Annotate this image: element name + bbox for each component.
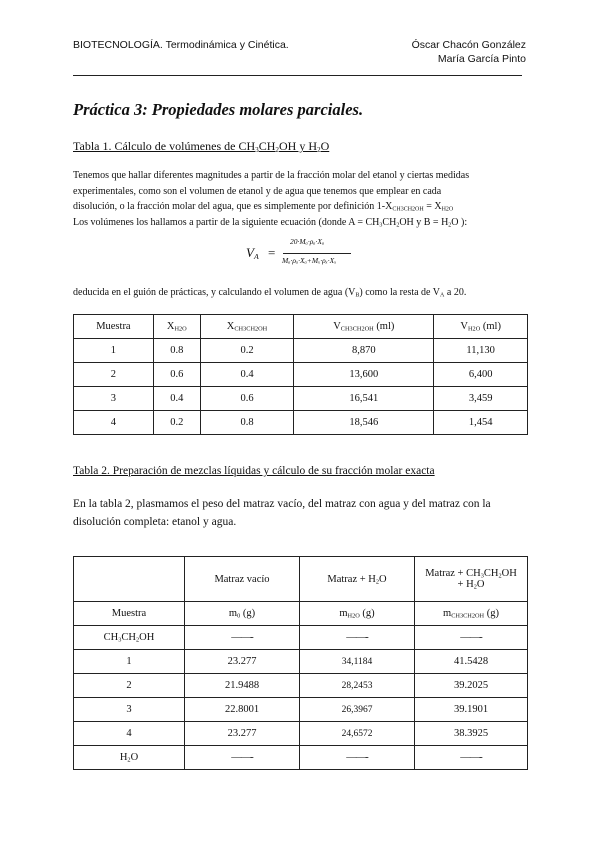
- table-cell: 8,870: [294, 339, 434, 363]
- table-cell: ——-: [415, 746, 528, 770]
- table-cell: 24,6572: [300, 722, 415, 746]
- header-rule: [73, 75, 522, 76]
- table-row: [74, 339, 528, 363]
- table1-header-cell: Muestra: [74, 315, 154, 339]
- table-cell: $m_{H2O}$ (g): [300, 602, 415, 626]
- table-cell: 6,400: [434, 363, 528, 387]
- formula-denominator: Mₐ·ρₐ·Xₐ+Mₓ·ρₓ·Xₓ: [282, 256, 337, 265]
- table-cell: 1: [74, 339, 154, 363]
- table-cell: 3: [74, 387, 154, 411]
- table-cell: ——-: [300, 746, 415, 770]
- table1-header-cell: $X_{H2O}$: [153, 315, 200, 339]
- table2-header-cell: Matraz + $CH_3CH_2OH$ + $H_2O$: [415, 557, 528, 602]
- table-cell: 26,3967: [300, 698, 415, 722]
- table-cell: 2: [74, 674, 185, 698]
- table-cell: 1: [74, 650, 185, 674]
- table2-header-cell: [74, 557, 185, 602]
- table-cell: $H_2O$: [74, 746, 185, 770]
- table-cell: 41.5428: [415, 650, 528, 674]
- formula-fraction-bar: [283, 253, 351, 254]
- table-cell: 4: [74, 722, 185, 746]
- table-cell: 2: [74, 363, 154, 387]
- table-cell: 4: [74, 411, 154, 435]
- table2: [73, 556, 528, 770]
- table2-heading: Tabla 2. Preparación de mezclas líquidas y cálculo de su fracción molar exacta: [73, 465, 435, 477]
- deduction-paragraph: deducida en el guión de prácticas, y calculando el volumen de agua $(V_B)$ como la resta de $V_A$ a 20.: [73, 287, 467, 299]
- formula-lhs: $V_A$: [246, 245, 259, 261]
- table1-heading: Tabla 1. Cálculo de volúmenes de $CH_3CH_2OH$ y $H_2O$: [73, 139, 330, 154]
- volume-formula: [246, 236, 356, 276]
- formula-numerator: 20·Mₐ·ρₐ·Xₐ: [290, 237, 325, 246]
- table-cell: ——-: [185, 626, 300, 650]
- page-title: Práctica 3: Propiedades molares parciales.: [73, 100, 364, 119]
- table-cell: 13,600: [294, 363, 434, 387]
- table-cell: 11,130: [434, 339, 528, 363]
- table-row: [74, 626, 528, 650]
- table-cell: 16,541: [294, 387, 434, 411]
- table-cell: Muestra: [74, 602, 185, 626]
- table-cell: 38.3925: [415, 722, 528, 746]
- table-cell: 3: [74, 698, 185, 722]
- table1: [73, 314, 528, 435]
- table-cell: 34,1184: [300, 650, 415, 674]
- table-cell: 3,459: [434, 387, 528, 411]
- table-cell: 0.8: [153, 339, 200, 363]
- table-cell: ——-: [415, 626, 528, 650]
- table1-header-row: [74, 315, 528, 339]
- table-cell: ——-: [300, 626, 415, 650]
- table2-header-cell: Matraz + $H_2O$: [300, 557, 415, 602]
- table-row: [74, 674, 528, 698]
- table-row: [74, 363, 528, 387]
- header-author-1: Óscar Chacón González: [411, 39, 526, 51]
- table2-units-row: [74, 602, 528, 626]
- table2-header-cell: Matraz vacío: [185, 557, 300, 602]
- header-course: BIOTECNOLOGÍA. Termodinámica y Cinética.: [73, 39, 289, 51]
- table1-header-cell: $X_{CH3CH2OH}$: [200, 315, 293, 339]
- table-row: [74, 746, 528, 770]
- header-author-2: María García Pinto: [437, 53, 526, 65]
- table-cell: ——-: [185, 746, 300, 770]
- table-cell: 18,546: [294, 411, 434, 435]
- table-cell: $CH_3CH_2OH$: [74, 626, 185, 650]
- table-cell: 0.6: [153, 363, 200, 387]
- table-cell: 0.8: [200, 411, 293, 435]
- table-cell: 0.2: [200, 339, 293, 363]
- table-row: [74, 650, 528, 674]
- table-cell: 23.277: [185, 722, 300, 746]
- formula-equals: =: [268, 245, 276, 260]
- table-row: [74, 698, 528, 722]
- table-row: [74, 387, 528, 411]
- table-cell: 0.4: [153, 387, 200, 411]
- table-cell: 39.2025: [415, 674, 528, 698]
- table-cell: 0.6: [200, 387, 293, 411]
- table2-header-row: [74, 557, 528, 602]
- table-cell: 28,2453: [300, 674, 415, 698]
- table-cell: 21.9488: [185, 674, 300, 698]
- table-cell: 0.2: [153, 411, 200, 435]
- table2-paragraph: En la tabla 2, plasmamos el peso del matraz vacío, del matraz con agua y del matraz con la disolución completa: etanol y agua.: [73, 498, 491, 528]
- table-cell: 39.1901: [415, 698, 528, 722]
- intro-paragraph: Tenemos que hallar diferentes magnitudes a partir de la fracción molar del etanol y ciertas medidas experimentales, como son el volumen de etanol y de agua que tenemos que emplear en cada disolución, o la fracción molar del agua, que es simplemente por definición $1-X_{CH3CH2OH} = X_{H2O}$ Los volúmenes los hallamos a partir de la siguiente ecuación (donde $A = CH_3CH_2OH$ y $B = H_2O$ ):: [73, 170, 470, 228]
- table-cell: 1,454: [434, 411, 528, 435]
- table1-header-cell: $V_{H2O}$ (ml): [434, 315, 528, 339]
- table-row: [74, 722, 528, 746]
- table-cell: $m_{CH3CH2OH}$ (g): [415, 602, 528, 626]
- table-cell: 22.8001: [185, 698, 300, 722]
- table-cell: 0.4: [200, 363, 293, 387]
- table-row: [74, 411, 528, 435]
- table-cell: 23.277: [185, 650, 300, 674]
- table1-header-cell: $V_{CH3CH2OH}$ (ml): [294, 315, 434, 339]
- table-cell: $m_0$ (g): [185, 602, 300, 626]
